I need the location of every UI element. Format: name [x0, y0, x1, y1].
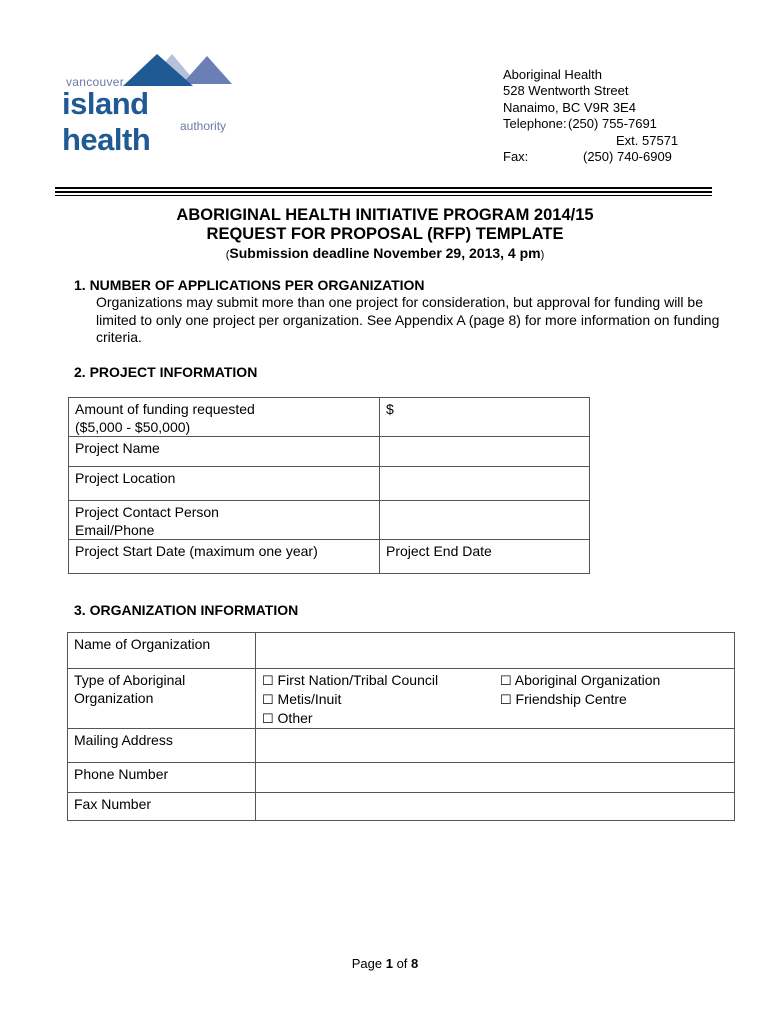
project-name-label: Project Name — [69, 437, 380, 467]
page-number: Page 1 of 8 — [351, 956, 419, 971]
phone-number-field[interactable] — [256, 763, 735, 793]
organization-type-label-2: Organization — [74, 690, 154, 706]
fax-value: (250) 740-6909 — [583, 149, 672, 165]
address-extension: Ext. 57571 — [616, 132, 679, 148]
section-3-heading: 3. ORGANIZATION INFORMATION — [74, 602, 299, 618]
option-other[interactable]: ☐ Other — [262, 710, 313, 726]
start-date-label: Project Start Date (maximum one year) — [69, 540, 380, 574]
telephone-label: Telephone: — [503, 116, 567, 132]
checkbox-icon[interactable]: ☐ — [500, 673, 512, 688]
checkbox-icon[interactable]: ☐ — [262, 673, 274, 688]
address-block — [503, 67, 678, 165]
project-location-field[interactable] — [380, 467, 590, 501]
option-aboriginal-organization[interactable]: ☐ Aboriginal Organization — [500, 672, 661, 688]
address-city: Nanaimo, BC V9R 3E4 — [503, 99, 636, 115]
header-rule-bottom — [55, 195, 712, 196]
organization-name-label: Name of Organization — [68, 633, 256, 669]
vancouver-island-health-logo — [60, 50, 240, 157]
organization-name-field[interactable] — [256, 633, 735, 669]
project-information-table — [68, 397, 590, 574]
deadline-text: Submission deadline November 29, 2013, 4 pm — [229, 245, 541, 261]
project-name-field[interactable] — [380, 437, 590, 467]
address-fax — [503, 149, 678, 165]
address-telephone — [503, 116, 678, 132]
funding-amount-field[interactable]: $ — [380, 398, 590, 437]
section-1-body: Organizations may submit more than one project for consideration, but approval for funding will be limited to only one project per organization. See Appendix A (page 8) for more information on funding criteria. — [96, 294, 720, 345]
fax-number-label: Fax Number — [68, 793, 256, 821]
logo-text-authority: authority — [180, 119, 227, 133]
submission-deadline: (Submission deadline November 29, 2013, 4 pm) — [225, 245, 545, 261]
address-street: 528 Wentworth Street — [503, 83, 629, 99]
current-page: 1 — [385, 956, 393, 971]
organization-type-label: Type of Aboriginal — [74, 672, 186, 688]
checkbox-icon[interactable]: ☐ — [262, 711, 274, 726]
mailing-address-field[interactable] — [256, 729, 735, 763]
section-1-heading: 1. NUMBER OF APPLICATIONS PER ORGANIZATION — [74, 277, 425, 293]
contact-label-cell — [69, 501, 380, 540]
section-2-heading: 2. PROJECT INFORMATION — [74, 364, 258, 380]
option-first-nation[interactable]: ☐ First Nation/Tribal Council — [262, 672, 439, 688]
address-dept: Aboriginal Health — [503, 67, 603, 82]
funding-label: Amount of funding requested — [75, 401, 255, 417]
option-metis-inuit[interactable]: ☐ Metis/Inuit — [262, 691, 342, 707]
contact-person-label: Project Contact Person — [75, 504, 219, 520]
document-subtitle: REQUEST FOR PROPOSAL (RFP) TEMPLATE — [206, 225, 564, 243]
funding-label-cell — [69, 398, 380, 437]
contact-field[interactable] — [380, 501, 590, 540]
total-pages: 8 — [411, 956, 419, 971]
telephone-value: (250) 755-7691 — [568, 116, 657, 132]
fax-number-field[interactable] — [256, 793, 735, 821]
logo-text-island-health: island health — [62, 86, 151, 157]
mailing-address-label: Mailing Address — [68, 729, 256, 763]
option-friendship-centre[interactable]: ☐ Friendship Centre — [500, 691, 627, 707]
contact-email-phone-label: Email/Phone — [75, 522, 155, 538]
checkbox-icon[interactable]: ☐ — [500, 692, 512, 707]
logo-text-vancouver: vancouver — [66, 75, 125, 89]
end-date-label: Project End Date — [380, 540, 590, 574]
organization-type-options — [256, 669, 735, 729]
organization-type-label-cell — [68, 669, 256, 729]
funding-range: ($5,000 - $50,000) — [75, 419, 191, 435]
header-rule-middle — [55, 191, 712, 193]
header-rule-top — [55, 187, 712, 189]
document-title: ABORIGINAL HEALTH INITIATIVE PROGRAM 2014/15 — [176, 206, 594, 224]
organization-information-table — [67, 632, 735, 821]
phone-number-label: Phone Number — [68, 763, 256, 793]
checkbox-icon[interactable]: ☐ — [262, 692, 274, 707]
fax-label: Fax: — [503, 149, 529, 165]
project-location-label: Project Location — [69, 467, 380, 501]
